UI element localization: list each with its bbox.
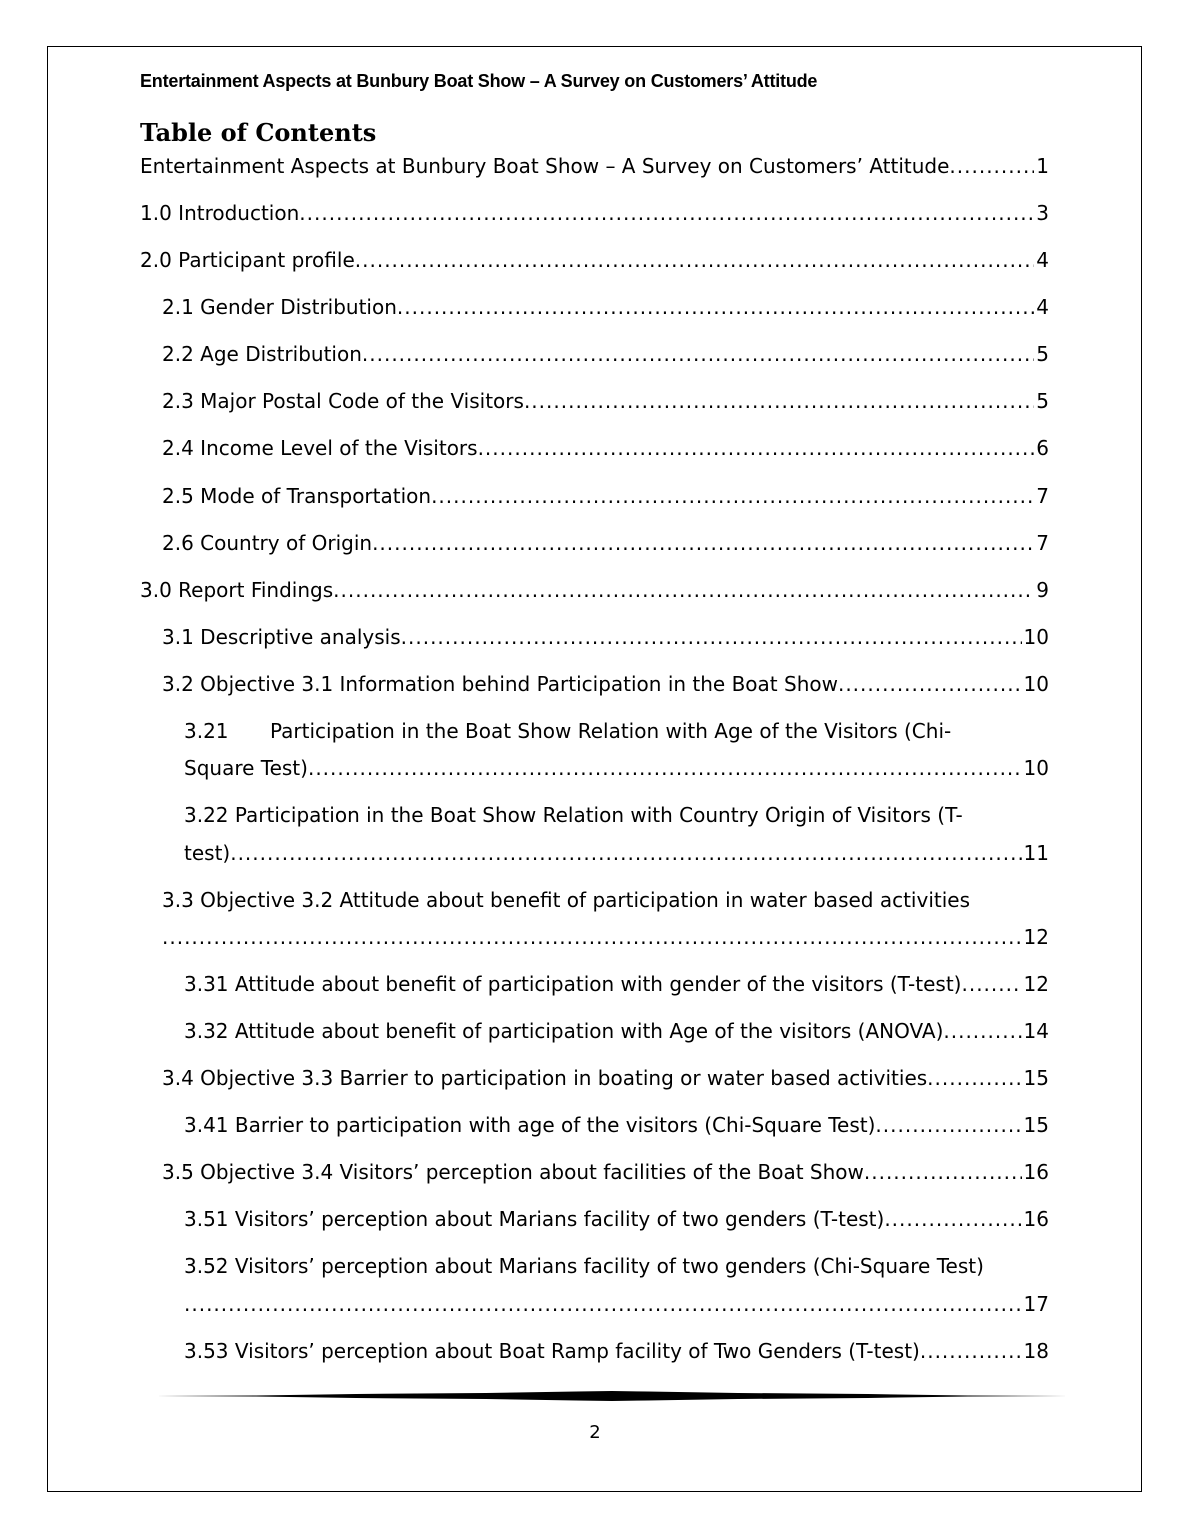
toc-entry-3-21-line2[interactable] — [184, 755, 1049, 781]
toc-entry-objective-3-1[interactable] — [162, 671, 1049, 697]
dot-leader — [949, 153, 1034, 179]
footer-divider — [156, 1390, 1068, 1402]
dot-leader — [230, 840, 1021, 866]
toc-entry-text: 2.0 Participant profile — [140, 248, 355, 272]
toc-page-number: 17 — [1023, 1292, 1049, 1316]
toc-entry-3-21-line1[interactable] — [184, 718, 1020, 744]
toc-page-number: 16 — [1023, 1207, 1049, 1231]
toc-entry-text: 2.4 Income Level of the Visitors — [162, 436, 478, 460]
toc-entry-objective-3-4[interactable] — [162, 1159, 1049, 1185]
dot-leader — [920, 1338, 1022, 1364]
toc-entry-text: 3.2 Objective 3.1 Information behind Participation in the Boat Show — [162, 672, 838, 696]
toc-entry-3-22-line2[interactable] — [184, 840, 1049, 866]
toc-entry-document-title[interactable] — [140, 153, 1049, 179]
dot-leader — [299, 200, 1034, 226]
toc-entry-text: 3.51 Visitors’ perception about Marians facility of two genders (T-test) — [184, 1207, 885, 1231]
toc-page-number: 15 — [1023, 1066, 1049, 1090]
toc-page-number: 7 — [1036, 531, 1049, 555]
toc-entry-objective-3-2-line2[interactable] — [162, 924, 1049, 950]
toc-entry-gender-distribution[interactable] — [162, 294, 1049, 320]
toc-entry-objective-3-3[interactable] — [162, 1065, 1049, 1091]
dot-leader — [838, 671, 1022, 697]
dot-leader — [884, 1206, 1021, 1232]
toc-entry-text: 1.0 Introduction — [140, 201, 300, 225]
dot-leader — [478, 435, 1035, 461]
toc-entry-text: 3.3 Objective 3.2 Attitude about benefit of participation in water based activities — [162, 888, 971, 912]
toc-entry-3-22-line1[interactable] — [184, 802, 1020, 828]
toc-entry-text: 3.0 Report Findings — [140, 578, 334, 602]
toc-entry-text: Entertainment Aspects at Bunbury Boat Show – A Survey on Customers’ Attitude — [140, 154, 950, 178]
toc-entry-participant-profile[interactable] — [140, 247, 1049, 273]
toc-page-number: 18 — [1023, 1339, 1049, 1363]
toc-page-number: 10 — [1023, 756, 1049, 780]
toc-entry-income-level[interactable] — [162, 435, 1049, 461]
toc-entry-3-51[interactable] — [184, 1206, 1049, 1232]
dot-leader — [362, 341, 1034, 367]
toc-page-number: 1 — [1036, 154, 1049, 178]
toc-page-number: 12 — [1023, 972, 1049, 996]
toc-page-number: 7 — [1036, 484, 1049, 508]
dot-leader — [162, 924, 1022, 950]
toc-entry-text: 2.2 Age Distribution — [162, 342, 362, 366]
toc-page-number: 6 — [1036, 436, 1049, 460]
dot-leader — [308, 755, 1022, 781]
toc-page-number: 16 — [1023, 1160, 1049, 1184]
running-header: Entertainment Aspects at Bunbury Boat Show – A Survey on Customers’ Attitude — [140, 71, 818, 91]
dot-leader — [875, 1112, 1021, 1138]
toc-entry-text: 3.53 Visitors’ perception about Boat Ramp facility of Two Genders (T-test) — [184, 1339, 920, 1363]
page-number: 2 — [589, 1422, 601, 1443]
toc-entry-3-31[interactable] — [184, 971, 1049, 997]
toc-entry-text: 3.52 Visitors’ perception about Marians facility of two genders (Chi-Square Test) — [184, 1254, 984, 1278]
toc-entry-3-53[interactable] — [184, 1338, 1049, 1364]
dot-leader — [397, 294, 1034, 320]
toc-title: Table of Contents — [140, 118, 377, 147]
dot-leader — [961, 971, 1021, 997]
toc-entry-text: 3.22 Participation in the Boat Show Relation with Country Origin of Visitors (T- — [184, 803, 963, 827]
toc-page-number: 3 — [1036, 201, 1049, 225]
toc-entry-number: 3.21 — [184, 719, 229, 743]
toc-entry-text: 3.1 Descriptive analysis — [162, 625, 401, 649]
toc-entry-text: test) — [184, 841, 231, 865]
toc-entry-descriptive-analysis[interactable] — [162, 624, 1049, 650]
toc-page-number: 14 — [1023, 1019, 1049, 1043]
toc-entry-text: 2.1 Gender Distribution — [162, 295, 397, 319]
toc-entry-text: 2.3 Major Postal Code of the Visitors — [162, 389, 524, 413]
toc-entry-text: 3.41 Barrier to participation with age of the visitors (Chi-Square Test) — [184, 1113, 876, 1137]
dot-leader — [864, 1159, 1022, 1185]
toc-entry-transportation[interactable] — [162, 483, 1049, 509]
toc-entry-report-findings[interactable] — [140, 577, 1049, 603]
toc-page-number: 12 — [1023, 925, 1049, 949]
toc-entry-age-distribution[interactable] — [162, 341, 1049, 367]
toc-entry-3-41[interactable] — [184, 1112, 1049, 1138]
toc-entry-postal-code[interactable] — [162, 388, 1049, 414]
toc-page-number: 15 — [1023, 1113, 1049, 1137]
dot-leader — [184, 1291, 1022, 1317]
toc-entry-3-52-line1[interactable] — [184, 1253, 1020, 1279]
toc-page-number: 9 — [1036, 578, 1049, 602]
toc-page-number: 4 — [1036, 248, 1049, 272]
dot-leader — [401, 624, 1022, 650]
toc-entry-text: 3.5 Objective 3.4 Visitors’ perception about facilities of the Boat Show — [162, 1160, 864, 1184]
toc-page-number: 4 — [1036, 295, 1049, 319]
toc-entry-text: 2.5 Mode of Transportation — [162, 484, 432, 508]
dot-leader — [333, 577, 1034, 603]
toc-entry-3-32[interactable] — [184, 1018, 1049, 1044]
dot-leader — [524, 388, 1034, 414]
dot-leader — [372, 530, 1034, 556]
toc-entry-text: Square Test) — [184, 756, 308, 780]
toc-entry-objective-3-2-line1[interactable] — [162, 887, 1020, 913]
dot-leader — [943, 1018, 1021, 1044]
toc-entry-text: 2.6 Country of Origin — [162, 531, 373, 555]
toc-entry-text: 3.31 Attitude about benefit of participation with gender of the visitors (T-test) — [184, 972, 962, 996]
toc-page-number: 5 — [1036, 342, 1049, 366]
toc-entry-country-of-origin[interactable] — [162, 530, 1049, 556]
toc-entry-3-52-line2[interactable] — [184, 1291, 1049, 1317]
dot-leader — [355, 247, 1035, 273]
toc-entry-introduction[interactable] — [140, 200, 1049, 226]
toc-page-number: 5 — [1036, 389, 1049, 413]
toc-entry-text: 3.4 Objective 3.3 Barrier to participation in boating or water based activities — [162, 1066, 928, 1090]
dot-leader — [431, 483, 1034, 509]
toc-entry-text: 3.32 Attitude about benefit of participation with Age of the visitors (ANOVA) — [184, 1019, 944, 1043]
toc-entry-text: Participation in the Boat Show Relation with Age of the Visitors (Chi- — [270, 719, 952, 743]
toc-page-number: 10 — [1023, 672, 1049, 696]
toc-page-number: 11 — [1023, 841, 1049, 865]
dot-leader — [927, 1065, 1021, 1091]
toc-page-number: 10 — [1023, 625, 1049, 649]
